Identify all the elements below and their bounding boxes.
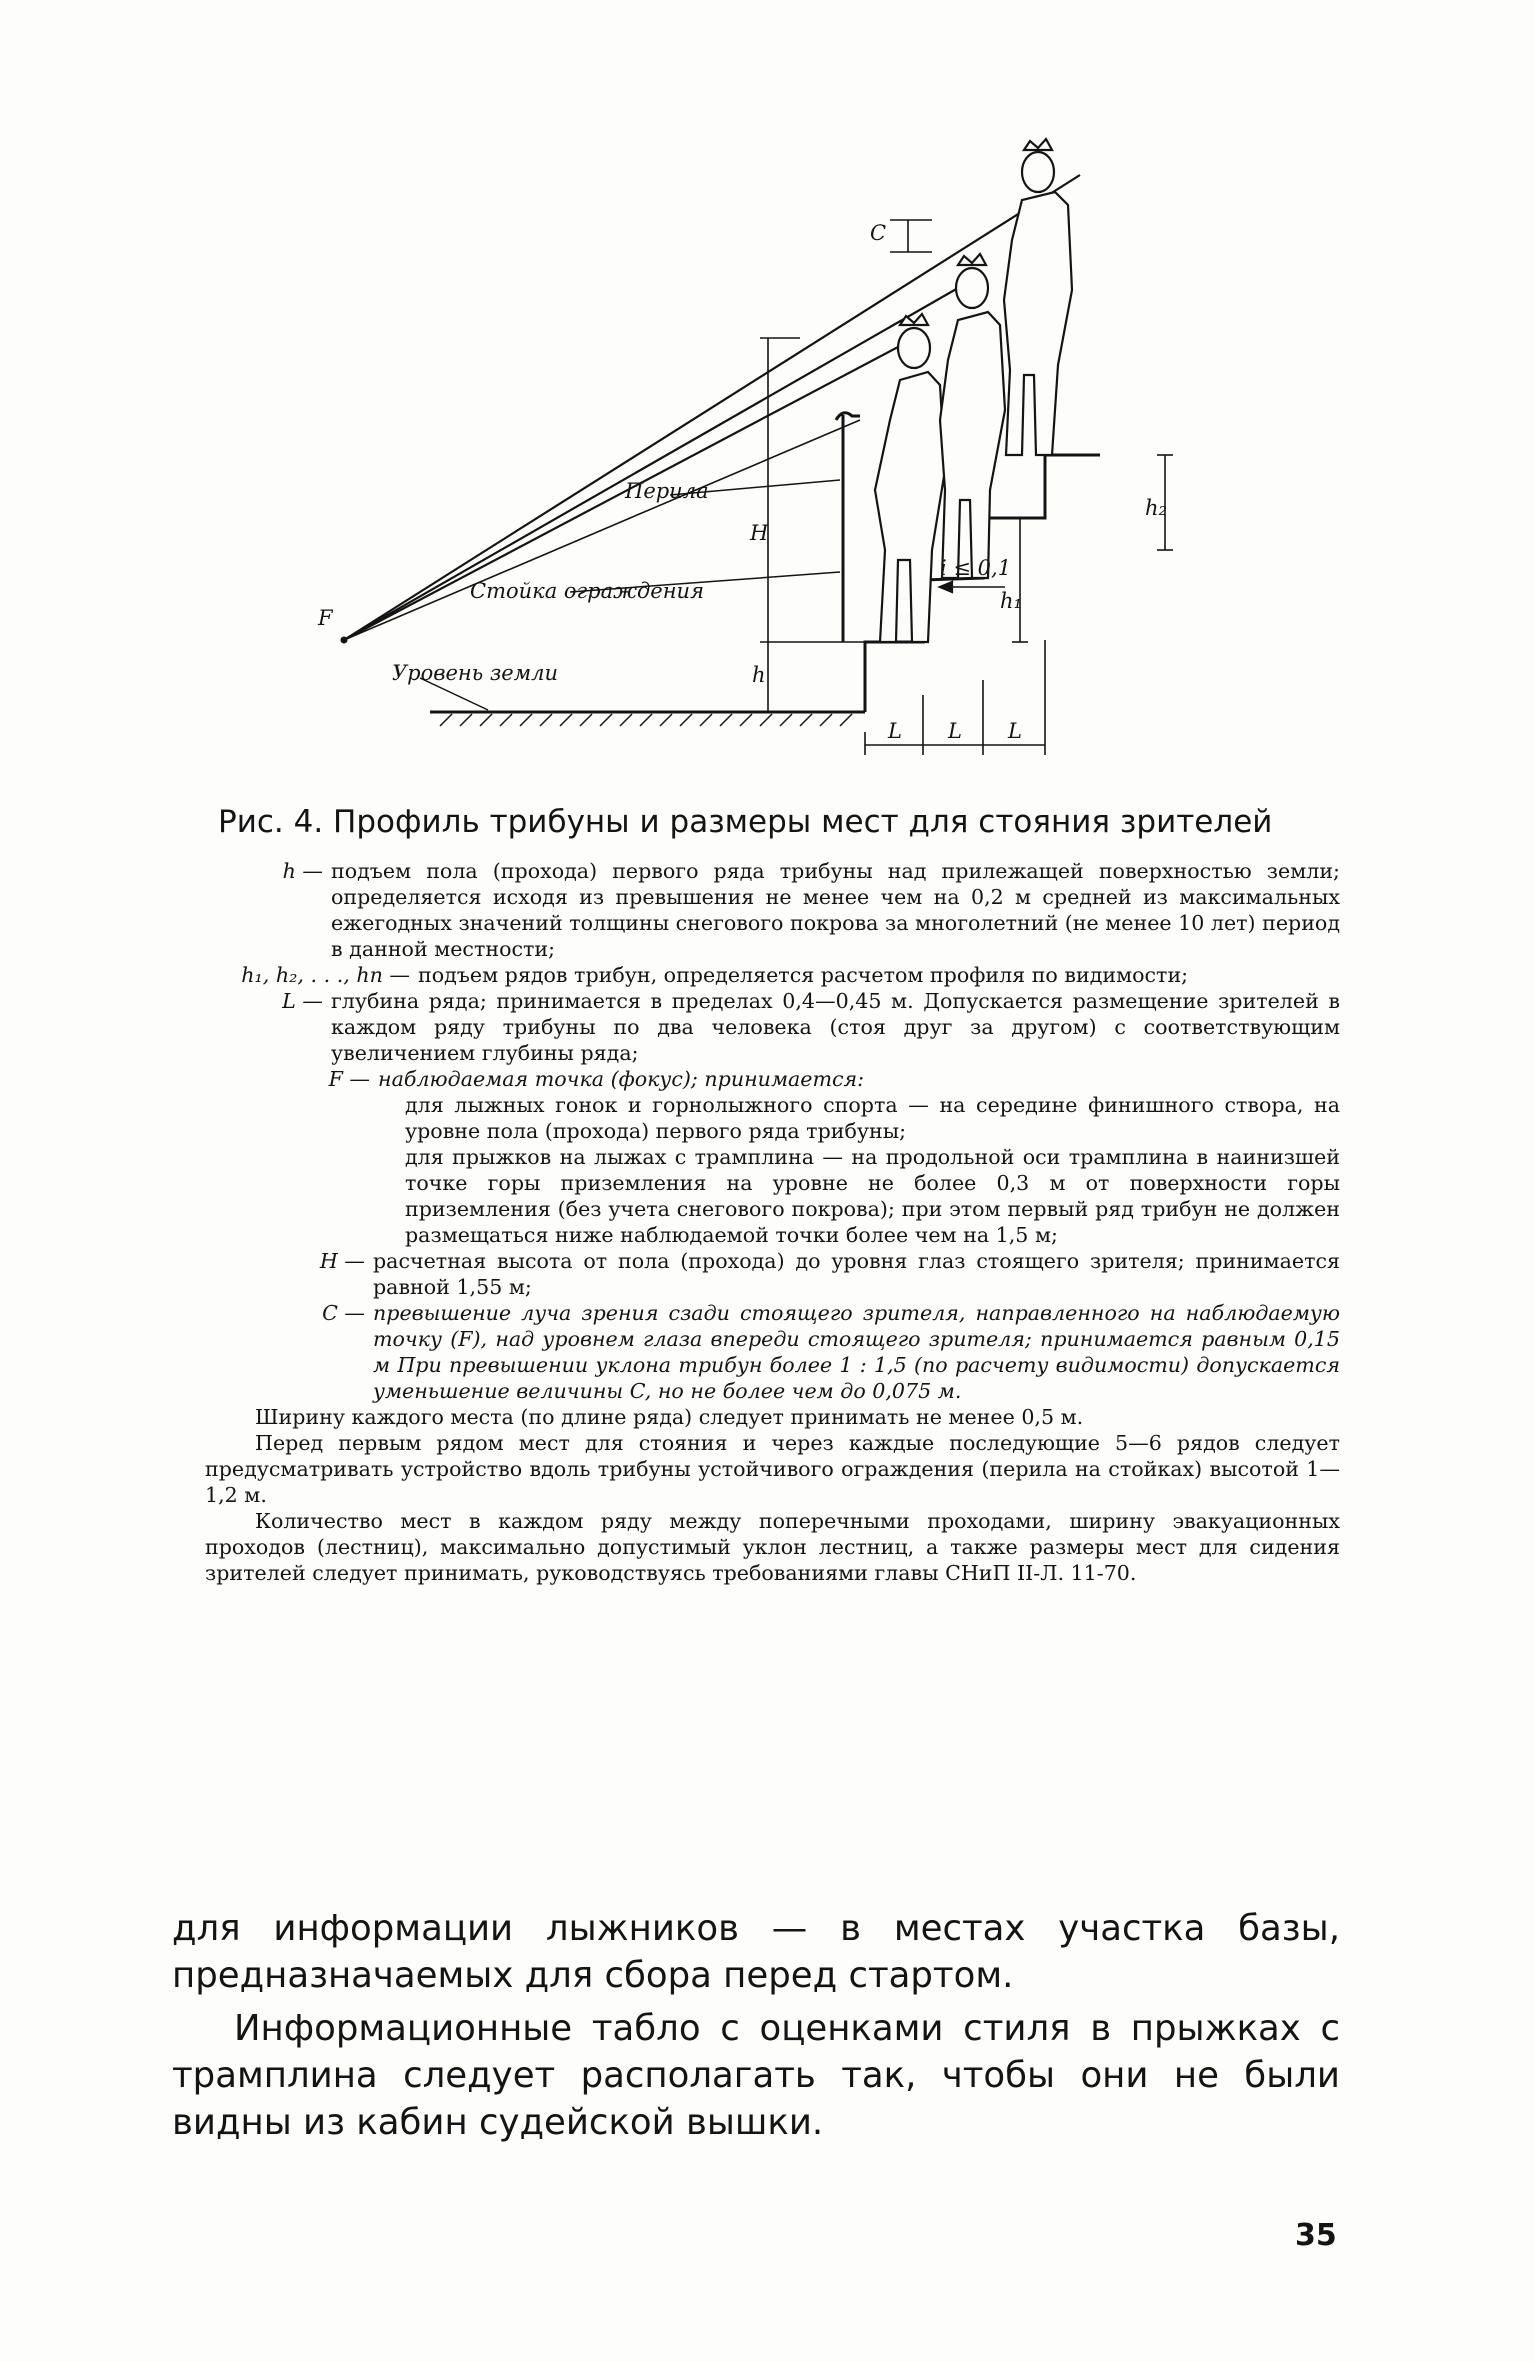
label-F: F — [318, 606, 333, 630]
figure-legend — [205, 858, 1340, 1586]
definition-item — [205, 988, 1340, 1066]
definition-term: L — — [282, 989, 323, 1013]
definitions-list — [205, 858, 1340, 1404]
label-perila: Перила — [625, 479, 709, 503]
ground-hatch — [440, 714, 852, 726]
definition-text: превышение луча зрения сзади стоящего зрителя, направленного на наблюдаемую точку (F), над уровнем глаза впереди стоящего зрителя; принимается равным 0,15 м При превышении уклона трибун более 1 : 1,5 (по расчету видимости) допускается уменьшение величины C, но не более чем до 0,075 м. — [373, 1301, 1340, 1403]
figure-caption: Рис. 4. Профиль трибуны и размеры мест для стояния зрителей — [218, 804, 1273, 840]
label-slope: i ≤ 0,1 — [940, 556, 1012, 580]
page-number: 35 — [1295, 2218, 1337, 2253]
definition-item — [205, 1248, 1340, 1300]
definition-term: H — — [319, 1249, 365, 1273]
stand-profile-diagram — [300, 120, 1220, 780]
label-L1: L — [888, 719, 902, 743]
label-L2: L — [948, 719, 962, 743]
definition-term: F — — [328, 1067, 370, 1091]
note-paragraph: Количество мест в каждом ряду между поперечными проходами, ширину эвакуационных проходов (лестниц), максимально допустимый уклон лестниц, а также размеры мест для сидения зрителей следует принимать, руководствуясь требованиями главы СНиП II-Л. 11-70. — [205, 1509, 1340, 1585]
definition-term: C — — [322, 1301, 365, 1325]
focus-point — [341, 637, 348, 644]
definition-text: подъем рядов трибун, определяется расчетом профиля по видимости; — [418, 963, 1189, 987]
body-paragraph: для информации лыжников — в местах участка базы, предназначаемых для сбора перед стартом. — [172, 1908, 1340, 1996]
definition-text: глубина ряда; принимается в пределах 0,4—0,45 м. Допускается размещение зрителей в каждом ряду трибуны по два человека (стоя друг за другом) с соответствующим увеличением глубины ряда; — [331, 989, 1340, 1065]
definition-item — [205, 1300, 1340, 1404]
note-paragraph: Перед первым рядом мест для стояния и через каждые последующие 5—6 рядов следует предусматривать устройство вдоль трибуны устойчивого ограждения (перила на стойках) высотой 1—1,2 м. — [205, 1431, 1340, 1507]
railing-top — [836, 413, 860, 420]
label-H: H — [750, 521, 769, 545]
note-paragraph: Ширину каждого места (по длине ряда) следует принимать не менее 0,5 м. — [255, 1405, 1084, 1429]
label-stoyka: Стойка ограждения — [470, 579, 704, 603]
label-h: h — [752, 663, 766, 687]
label-C: C — [870, 221, 887, 245]
label-uroven: Уровень земли — [392, 661, 559, 685]
label-L3: L — [1008, 719, 1022, 743]
definition-term: h — — [282, 859, 323, 883]
definition-item — [205, 1066, 1340, 1092]
body-text — [172, 1905, 1340, 2146]
f-item: для лыжных гонок и горнолыжного спорта — на середине финишного створа, на уровне пола (прохода) первого ряда трибуны; — [405, 1093, 1340, 1143]
label-h1: h₁ — [1000, 589, 1022, 613]
definition-item — [205, 962, 1340, 988]
definition-text: наблюдаемая точка (фокус); принимается: — [378, 1067, 865, 1091]
definition-item — [205, 858, 1340, 962]
label-h2: h₂ — [1145, 496, 1167, 520]
definition-term: h₁, h₂, . . ., hn — — [241, 963, 410, 987]
stand-profile-figure — [300, 120, 1220, 780]
f-item: для прыжков на лыжах с трамплина — на продольной оси трамплина в наинизшей точке горы приземления на уровне не более 0,3 м от поверхности горы приземления (без учета снегового покрова); при этом первый ряд трибун не должен размещаться ниже наблюдаемой точки более чем на 1,5 м; — [405, 1145, 1340, 1247]
spectator-2 — [940, 254, 1005, 578]
spectator-1 — [875, 314, 945, 642]
definition-text: подъем пола (прохода) первого ряда трибуны над прилежащей поверхностью земли; определяется исходя из превышения не менее чем на 0,2 м средней из максимальных ежегодных значений толщины снегового покрова за многолетний (не менее 10 лет) период в данной местности; — [331, 859, 1341, 961]
definition-text: расчетная высота от пола (прохода) до уровня глаз стоящего зрителя; принимается равной 1,55 м; — [373, 1249, 1340, 1299]
sight-line-4 — [344, 420, 860, 640]
body-paragraph: Информационные табло с оценками стиля в прыжках с трамплина следует располагать так, чтобы они не были видны из кабин судейской вышки. — [172, 2008, 1340, 2143]
